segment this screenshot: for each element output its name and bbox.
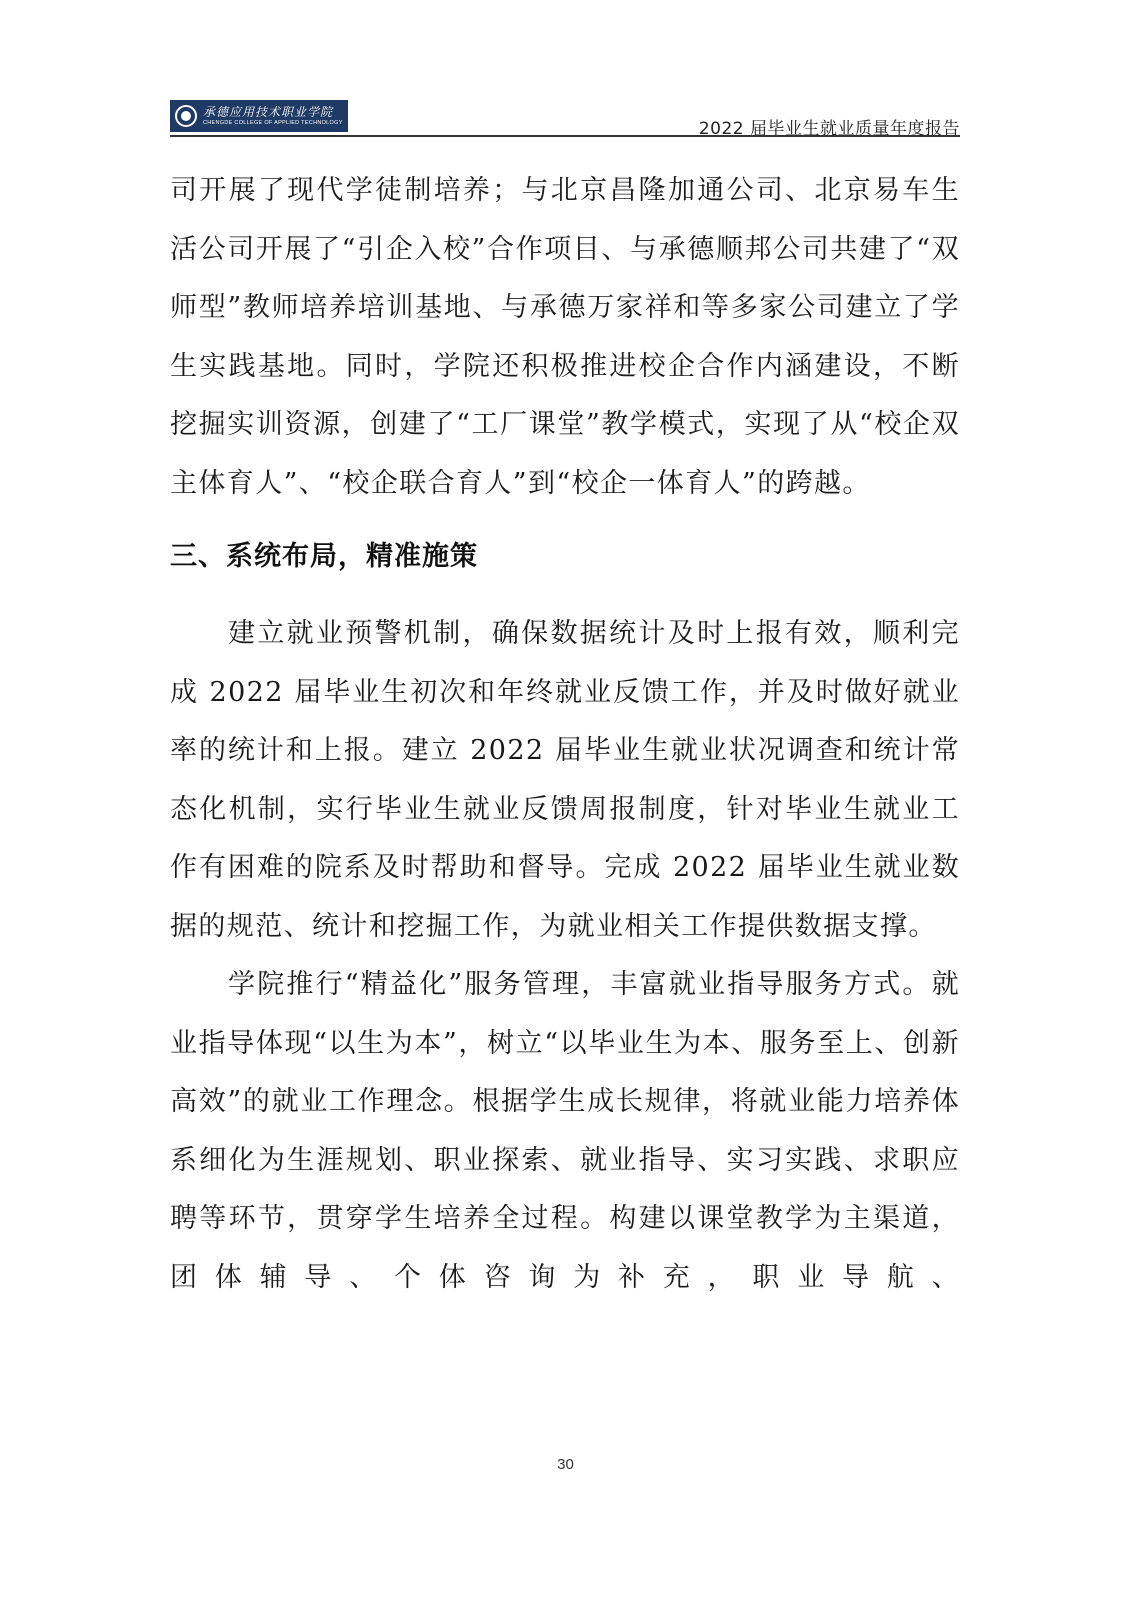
logo-chinese-name: 承德应用技术职业学院 [203, 104, 334, 119]
paragraph-employment-warning: 建立就业预警机制，确保数据统计及时上报有效，顺利完成 2022 届毕业生初次和年终就业反馈工作，并及时做好就业率的统计和上报。建立 2022 届毕业生就业状况调查和统计常态化机制，实行毕业生就业反馈周报制度，针对毕业生就业工作有困难的院系及时帮助和督导。完成 2022 届毕业生就业数据的规范、统计和挖掘工作，为就业相关工作提供数据支撑。 [170, 618, 960, 942]
page-header [170, 100, 960, 139]
paragraph-lean-service: 学院推行“精益化”服务管理，丰富就业指导服务方式。就业指导体现“以生为本”，树立“以毕业生为本、服务至上、创新高效”的就业工作理念。根据学生成长规律，将就业能力培养体系细化为生涯规划、职业探索、就业指导、实习实践、求职应聘等环节，贯穿学生培养全过程。构建以课堂教学为主渠道，团体辅导、个体咨询为补充，职业导航、 [170, 969, 960, 1293]
paragraph-continuation: 司开展了现代学徒制培养；与北京昌隆加通公司、北京易车生活公司开展了“引企入校”合作项目、与承德顺邦公司共建了“双师型”教师培养培训基地、与承德万家祥和等多家公司建立了学生实践基地。同时，学院还积极推进校企合作内涵建设，不断挖掘实训资源，创建了“工厂课堂”教学模式，实现了从“校企双主体育人”、“校企联合育人”到“校企一体育人”的跨越。 [170, 175, 960, 499]
logo-english-name: CHENGDE COLLEGE OF APPLIED TECHNOLOGY [203, 119, 343, 126]
college-seal-icon [175, 105, 197, 127]
report-title: 2022 届毕业生就业质量年度报告 [698, 119, 960, 139]
page-body [170, 162, 960, 1307]
page-number: 30 [557, 1456, 574, 1473]
college-logo [170, 100, 348, 132]
section-heading: 三、系统布局，精准施策 [170, 541, 478, 572]
header-divider [170, 135, 960, 137]
